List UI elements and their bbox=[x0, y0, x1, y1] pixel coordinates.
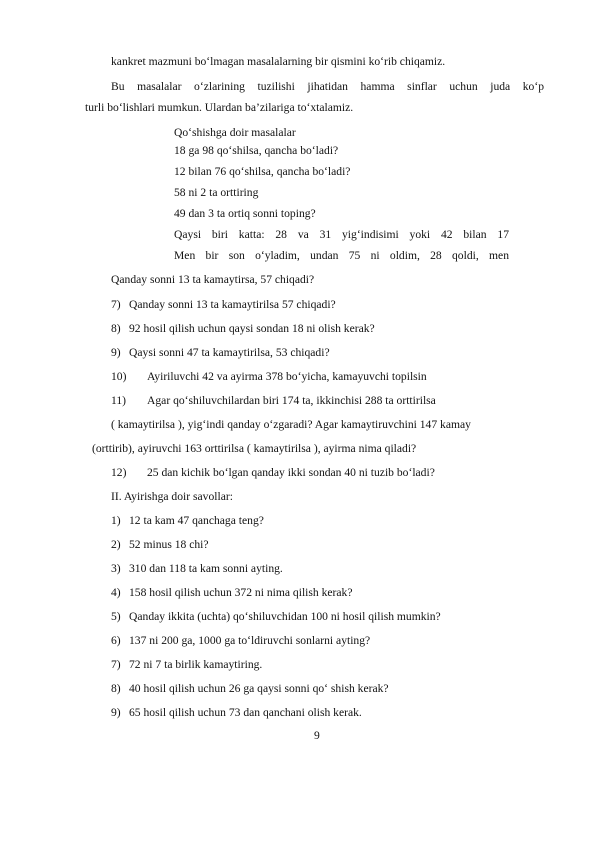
addition-item: 18 ga 98 qo‘shilsa, qancha bo‘ladi? bbox=[174, 144, 339, 157]
question-number: 9) bbox=[111, 706, 121, 719]
question-text: 40 hosil qilish uchun 26 ga qaysi sonni qo‘ shish kerak? bbox=[129, 682, 389, 695]
question-text: 52 minus 18 chi? bbox=[129, 538, 209, 551]
addition-item: 58 ni 2 ta orttiring bbox=[174, 186, 259, 199]
question-item bbox=[111, 634, 370, 648]
question-item bbox=[111, 610, 441, 624]
question-item bbox=[111, 586, 352, 600]
question-number: 1) bbox=[111, 514, 121, 527]
question-item bbox=[111, 682, 389, 696]
question-number: 5) bbox=[111, 610, 121, 623]
question-number: 3) bbox=[111, 562, 121, 575]
list-item bbox=[111, 346, 330, 360]
question-number: 4) bbox=[111, 586, 121, 599]
list-item-text: Qanday sonni 13 ta kamaytirilsa 57 chiqadi? bbox=[129, 298, 336, 311]
list-continuation: (orttirib), ayiruvchi 163 orttirilsa ( kamaytirilsa ), ayirma nima qiladi? bbox=[92, 442, 417, 455]
list-item bbox=[111, 298, 336, 312]
list-item bbox=[111, 394, 436, 408]
list-item bbox=[111, 370, 427, 384]
addition-item: 12 bilan 76 qo‘shilsa, qancha bo‘ladi? bbox=[174, 165, 351, 178]
question-number: 7) bbox=[111, 658, 121, 671]
question-item bbox=[111, 706, 362, 720]
question-text: 72 ni 7 ta birlik kamaytiring. bbox=[129, 658, 263, 671]
question-text: 310 dan 118 ta kam sonni ayting. bbox=[129, 562, 283, 575]
intro-paragraph-end: turli bo‘lishlari mumkun. Ulardan ba’zilariga to‘xtalamiz. bbox=[85, 101, 354, 114]
list-item-number: 7) bbox=[111, 298, 121, 311]
subtraction-section-title: II. Ayirishga doir savollar: bbox=[111, 490, 233, 503]
addition-item: 49 dan 3 ta ortiq sonni toping? bbox=[174, 207, 316, 220]
question-number: 8) bbox=[111, 682, 121, 695]
list-item-number: 10) bbox=[111, 370, 127, 383]
list-item-number: 12) bbox=[111, 466, 127, 479]
question-item bbox=[111, 514, 264, 528]
addition-item: Qaysi biri katta: 28 va 31 yig‘indisimi yoki 42 bilan 17 bbox=[174, 228, 509, 241]
question-text: Qanday ikkita (uchta) qo‘shiluvchidan 100 ni hosil qilish mumkin? bbox=[129, 610, 441, 623]
intro-paragraph-start: Bu masalalar o‘zlarining tuzilishi jihatidan hamma sinflar uchun juda ko‘p bbox=[111, 80, 544, 93]
list-item-text: 92 hosil qilish uchun qaysi sondan 18 ni olish kerak? bbox=[129, 322, 375, 335]
question-item bbox=[111, 538, 209, 552]
list-item-text: 25 dan kichik bo‘lgan qanday ikki sondan 40 ni tuzib bo‘ladi? bbox=[147, 466, 435, 479]
question-number: 2) bbox=[111, 538, 121, 551]
list-item bbox=[111, 322, 375, 336]
list-item-text: Agar qo‘shiluvchilardan biri 174 ta, ikkinchisi 288 ta orttirilsa bbox=[147, 394, 436, 407]
list-item-number: 8) bbox=[111, 322, 121, 335]
question-text: 12 ta kam 47 qanchaga teng? bbox=[129, 514, 264, 527]
addition-item: Men bir son o‘yladim, undan 75 ni oldim, 28 qoldi, men bbox=[174, 249, 509, 262]
list-item-number: 9) bbox=[111, 346, 121, 359]
addition-section-title: Qo‘shishga doir masalalar bbox=[174, 126, 296, 139]
intro-line: kankret mazmuni bo‘lmagan masalalarning bir qismini ko‘rib chiqamiz. bbox=[111, 55, 446, 68]
question-text: 137 ni 200 ga, 1000 ga to‘ldiruvchi sonlarni ayting? bbox=[129, 634, 371, 647]
question-text: 65 hosil qilish uchun 73 dan qanchani olish kerak. bbox=[129, 706, 362, 719]
list-line: Qanday sonni 13 ta kamaytirsa, 57 chiqadi? bbox=[111, 273, 315, 286]
question-number: 6) bbox=[111, 634, 121, 647]
page-number: 9 bbox=[314, 729, 320, 742]
list-item-number: 11) bbox=[111, 394, 127, 407]
list-item bbox=[111, 466, 435, 480]
question-item bbox=[111, 658, 262, 672]
list-continuation: ( kamaytirilsa ), yig‘indi qanday o‘zgaradi? Agar kamaytiruvchini 147 kamay bbox=[111, 418, 471, 431]
question-text: 158 hosil qilish uchun 372 ni nima qilish kerak? bbox=[129, 586, 353, 599]
list-item-text: Ayiriluvchi 42 va ayirma 378 bo‘yicha, kamayuvchi topilsin bbox=[147, 370, 427, 383]
list-item-text: Qaysi sonni 47 ta kamaytirilsa, 53 chiqadi? bbox=[129, 346, 330, 359]
question-item bbox=[111, 562, 283, 576]
